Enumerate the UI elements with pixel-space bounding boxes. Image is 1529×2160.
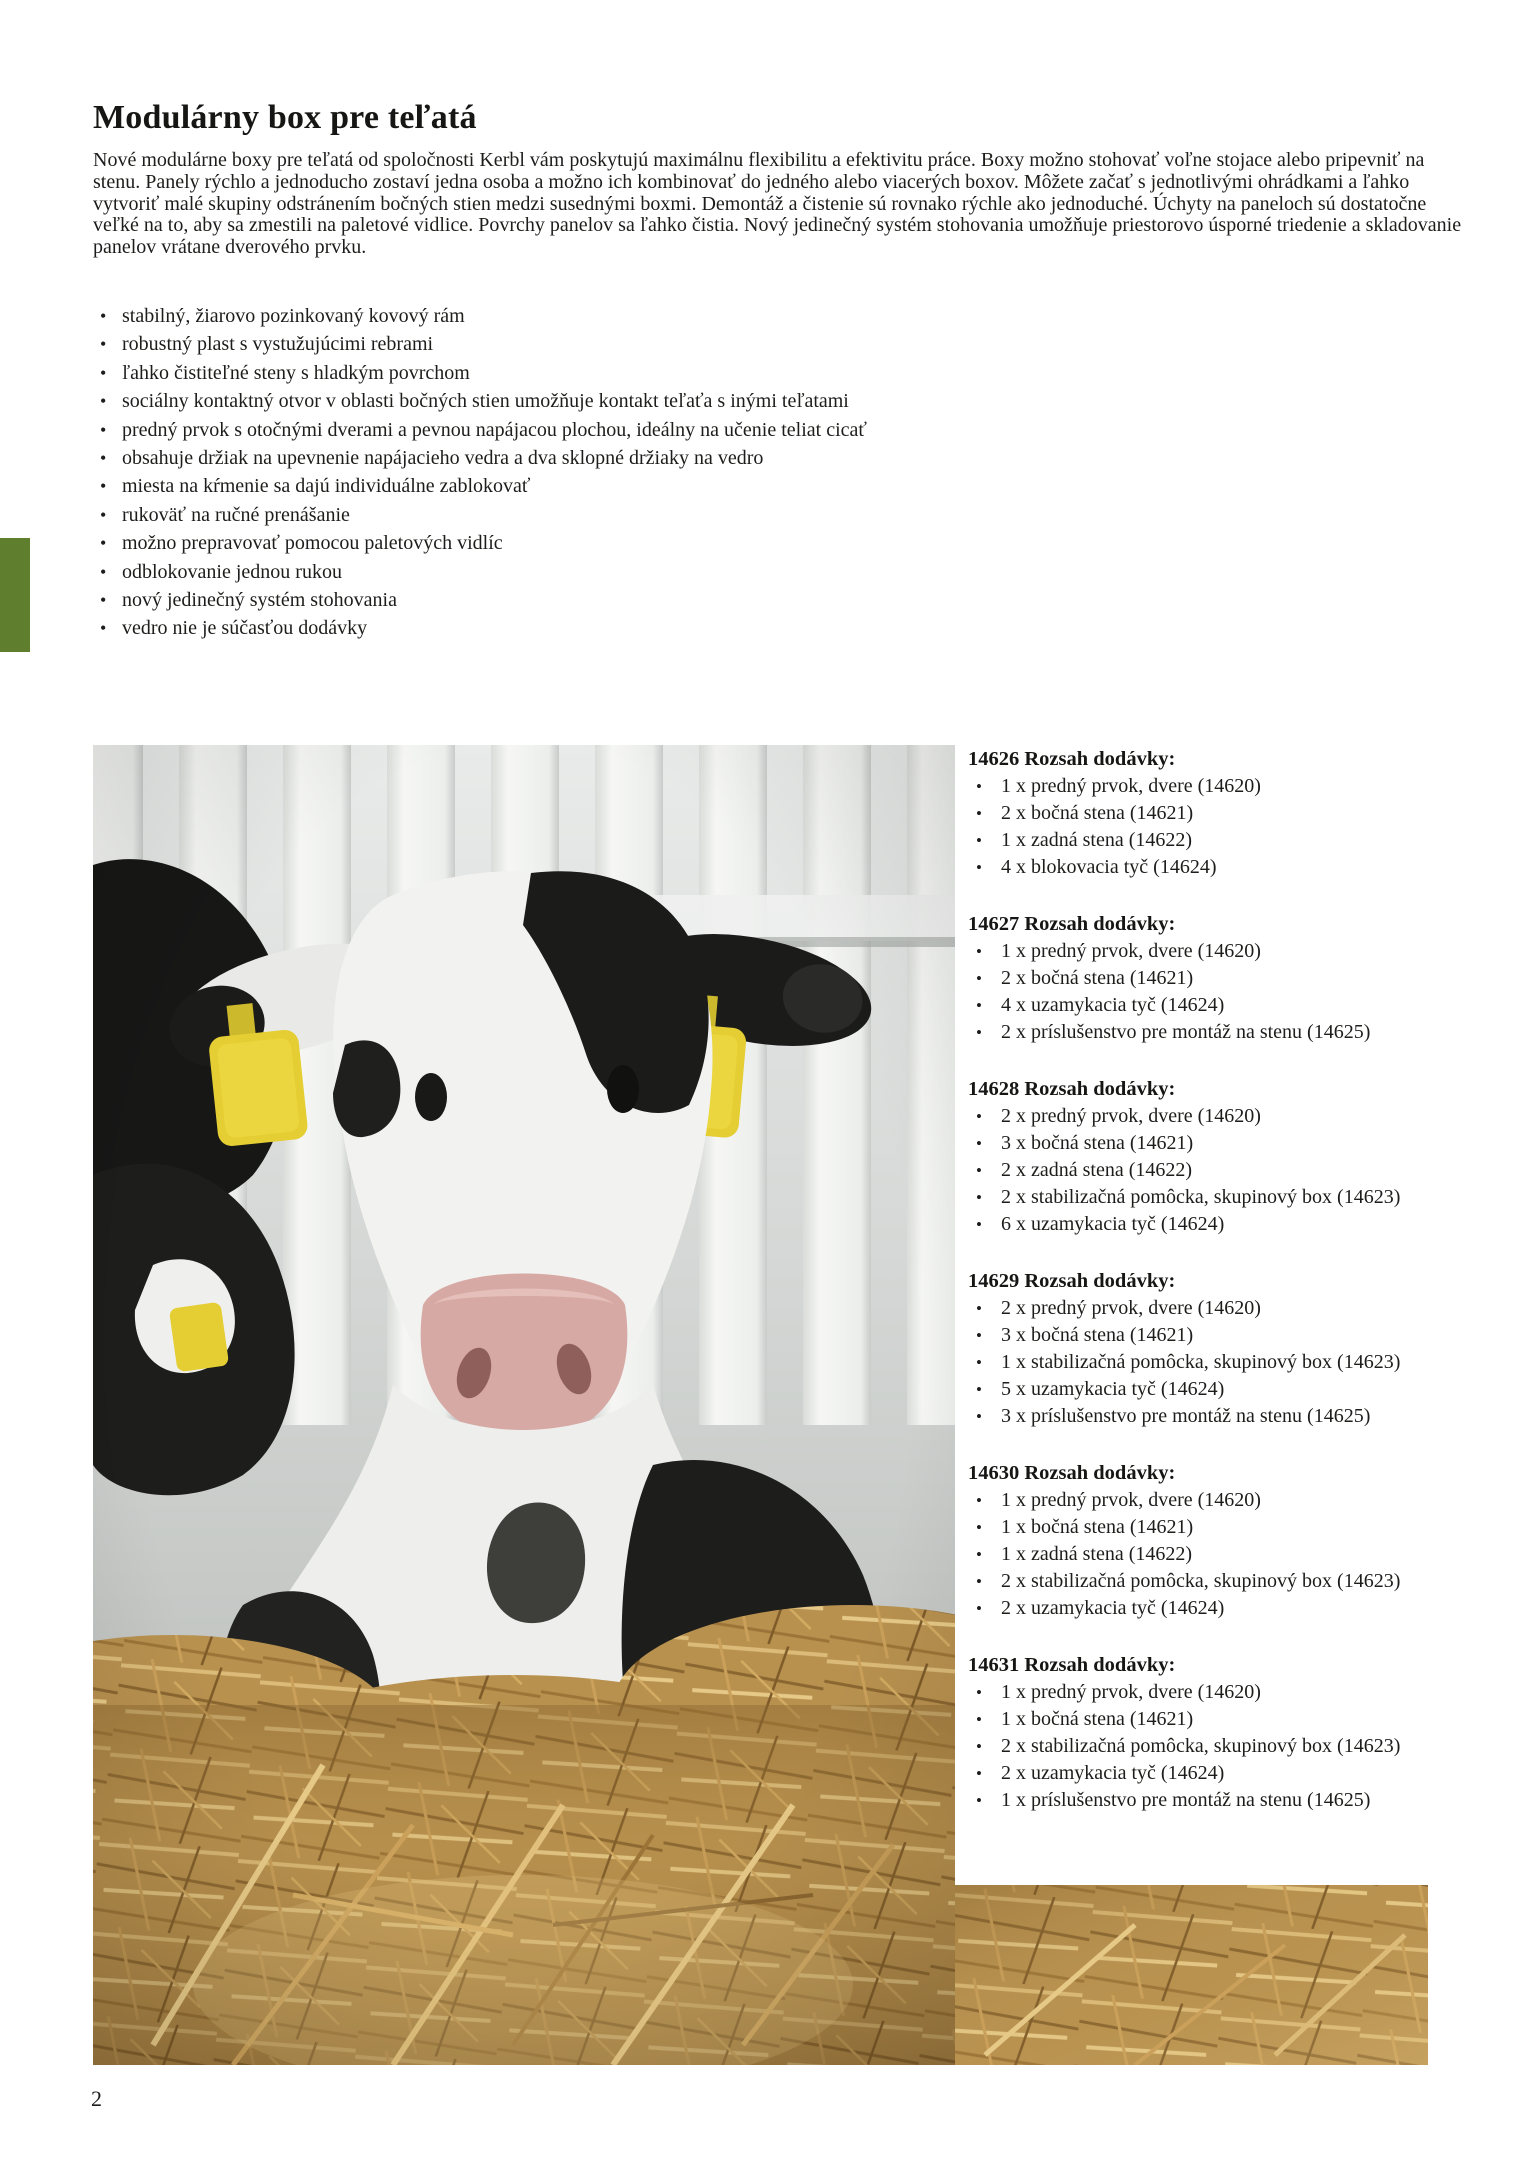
delivery-item: • 2 x predný prvok, dvere (14620) (968, 1103, 1473, 1130)
delivery-item: • 2 x bočná stena (14621) (968, 965, 1473, 992)
delivery-item: • 2 x stabilizačná pomôcka, skupinový box (14623) (968, 1568, 1473, 1595)
delivery-item: • 3 x bočná stena (14621) (968, 1130, 1473, 1157)
delivery-section-heading: 14626 Rozsah dodávky: (968, 748, 1176, 770)
features-list (95, 302, 1395, 643)
delivery-items-list (968, 1295, 1473, 1430)
section-color-tab (0, 538, 30, 652)
feature-item: • obsahuje držiak na upevnenie napájacieho vedra a dva sklopné držiaky na vedro (95, 444, 1395, 472)
feature-item: • vedro nie je súčasťou dodávky (95, 614, 1395, 642)
delivery-section-heading: 14627 Rozsah dodávky: (968, 913, 1176, 935)
feature-item: • miesta na kŕmenie sa dajú individuálne zablokovať (95, 472, 1395, 500)
delivery-item: • 2 x bočná stena (14621) (968, 800, 1473, 827)
feature-item: • stabilný, žiarovo pozinkovaný kovový rám (95, 302, 1395, 330)
delivery-item: • 4 x blokovacia tyč (14624) (968, 854, 1473, 881)
delivery-item: • 1 x stabilizačná pomôcka, skupinový box (14623) (968, 1349, 1473, 1376)
feature-item: • sociálny kontaktný otvor v oblasti bočných stien umožňuje kontakt teľaťa s inými teľatami (95, 387, 1395, 415)
delivery-item: • 1 x predný prvok, dvere (14620) (968, 773, 1473, 800)
delivery-items-list (968, 1103, 1473, 1238)
delivery-section-heading: 14631 Rozsah dodávky: (968, 1654, 1176, 1676)
delivery-section (968, 1076, 1473, 1238)
delivery-item: • 2 x zadná stena (14622) (968, 1157, 1473, 1184)
delivery-sections (968, 746, 1473, 1844)
delivery-item: • 1 x predný prvok, dvere (14620) (968, 1679, 1473, 1706)
delivery-item: • 2 x uzamykacia tyč (14624) (968, 1595, 1473, 1622)
feature-item: • ľahko čistiteľné steny s hladkým povrchom (95, 359, 1395, 387)
delivery-item: • 5 x uzamykacia tyč (14624) (968, 1376, 1473, 1403)
delivery-item: • 4 x uzamykacia tyč (14624) (968, 992, 1473, 1019)
delivery-item: • 1 x predný prvok, dvere (14620) (968, 1487, 1473, 1514)
delivery-section (968, 1460, 1473, 1622)
delivery-section (968, 1268, 1473, 1430)
delivery-section (968, 746, 1473, 881)
delivery-section-heading: 14630 Rozsah dodávky: (968, 1462, 1176, 1484)
delivery-section (968, 1652, 1473, 1814)
feature-item: • robustný plast s vystužujúcimi rebrami (95, 330, 1395, 358)
delivery-section (968, 911, 1473, 1046)
feature-item: • predný prvok s otočnými dverami a pevnou napájacou plochou, ideálny na učenie teliat cicať (95, 416, 1395, 444)
delivery-item: • 1 x predný prvok, dvere (14620) (968, 938, 1473, 965)
delivery-items-list (968, 1487, 1473, 1622)
delivery-item: • 1 x príslušenstvo pre montáž na stenu (14625) (968, 1787, 1473, 1814)
feature-item: • nový jedinečný systém stohovania (95, 586, 1395, 614)
delivery-section-heading: 14629 Rozsah dodávky: (968, 1270, 1176, 1292)
delivery-item: • 2 x príslušenstvo pre montáž na stenu (14625) (968, 1019, 1473, 1046)
delivery-item: • 2 x stabilizačná pomôcka, skupinový box (14623) (968, 1184, 1473, 1211)
delivery-items-list (968, 773, 1473, 881)
delivery-item: • 2 x predný prvok, dvere (14620) (968, 1295, 1473, 1322)
delivery-item: • 1 x zadná stena (14622) (968, 827, 1473, 854)
page-number: 2 (91, 2086, 102, 2111)
feature-item: • rukoväť na ručné prenášanie (95, 501, 1395, 529)
delivery-item: • 2 x stabilizačná pomôcka, skupinový box (14623) (968, 1733, 1473, 1760)
delivery-item: • 3 x príslušenstvo pre montáž na stenu (14625) (968, 1403, 1473, 1430)
feature-item: • odblokovanie jednou rukou (95, 558, 1395, 586)
intro-paragraph: Nové modulárne boxy pre teľatá od spoločnosti Kerbl vám poskytujú maximálnu flexibilitu a efektivitu práce. Boxy možno stohovať voľne stojace alebo pripevniť na stenu. Panely rýchlo a jednoducho zostaví jedna osoba a možno ich kombinovať do jedného alebo viacerých boxov. Môžete začať s jednotlivými ohrádkami a ľahko vytvoriť malé skupiny odstránením bočných stien medzi susednými boxmi. Demontáž a čistenie sú rovnako rýchle ako jednoduché. Úchyty na paneloch sú dostatočne veľké na to, aby sa zmestili na paletové vidlice. Povrchy panelov sa ľahko čistia. Nový jedinečný systém stohovania umožňuje priestorovo úsporné triedenie a skladovanie panelov vrátane dverového prvku. (93, 149, 1462, 259)
calf-photo (93, 745, 955, 2065)
delivery-item: • 1 x bočná stena (14621) (968, 1514, 1473, 1541)
delivery-item: • 2 x uzamykacia tyč (14624) (968, 1760, 1473, 1787)
calf-photo-hay-extension (955, 1885, 1428, 2065)
delivery-item: • 1 x zadná stena (14622) (968, 1541, 1473, 1568)
delivery-item: • 3 x bočná stena (14621) (968, 1322, 1473, 1349)
delivery-items-list (968, 938, 1473, 1046)
delivery-item: • 6 x uzamykacia tyč (14624) (968, 1211, 1473, 1238)
delivery-items-list (968, 1679, 1473, 1814)
delivery-item: • 1 x bočná stena (14621) (968, 1706, 1473, 1733)
page-title: Modulárny box pre teľatá (93, 99, 477, 136)
delivery-section-heading: 14628 Rozsah dodávky: (968, 1078, 1176, 1100)
feature-item: • možno prepravovať pomocou paletových vidlíc (95, 529, 1395, 557)
